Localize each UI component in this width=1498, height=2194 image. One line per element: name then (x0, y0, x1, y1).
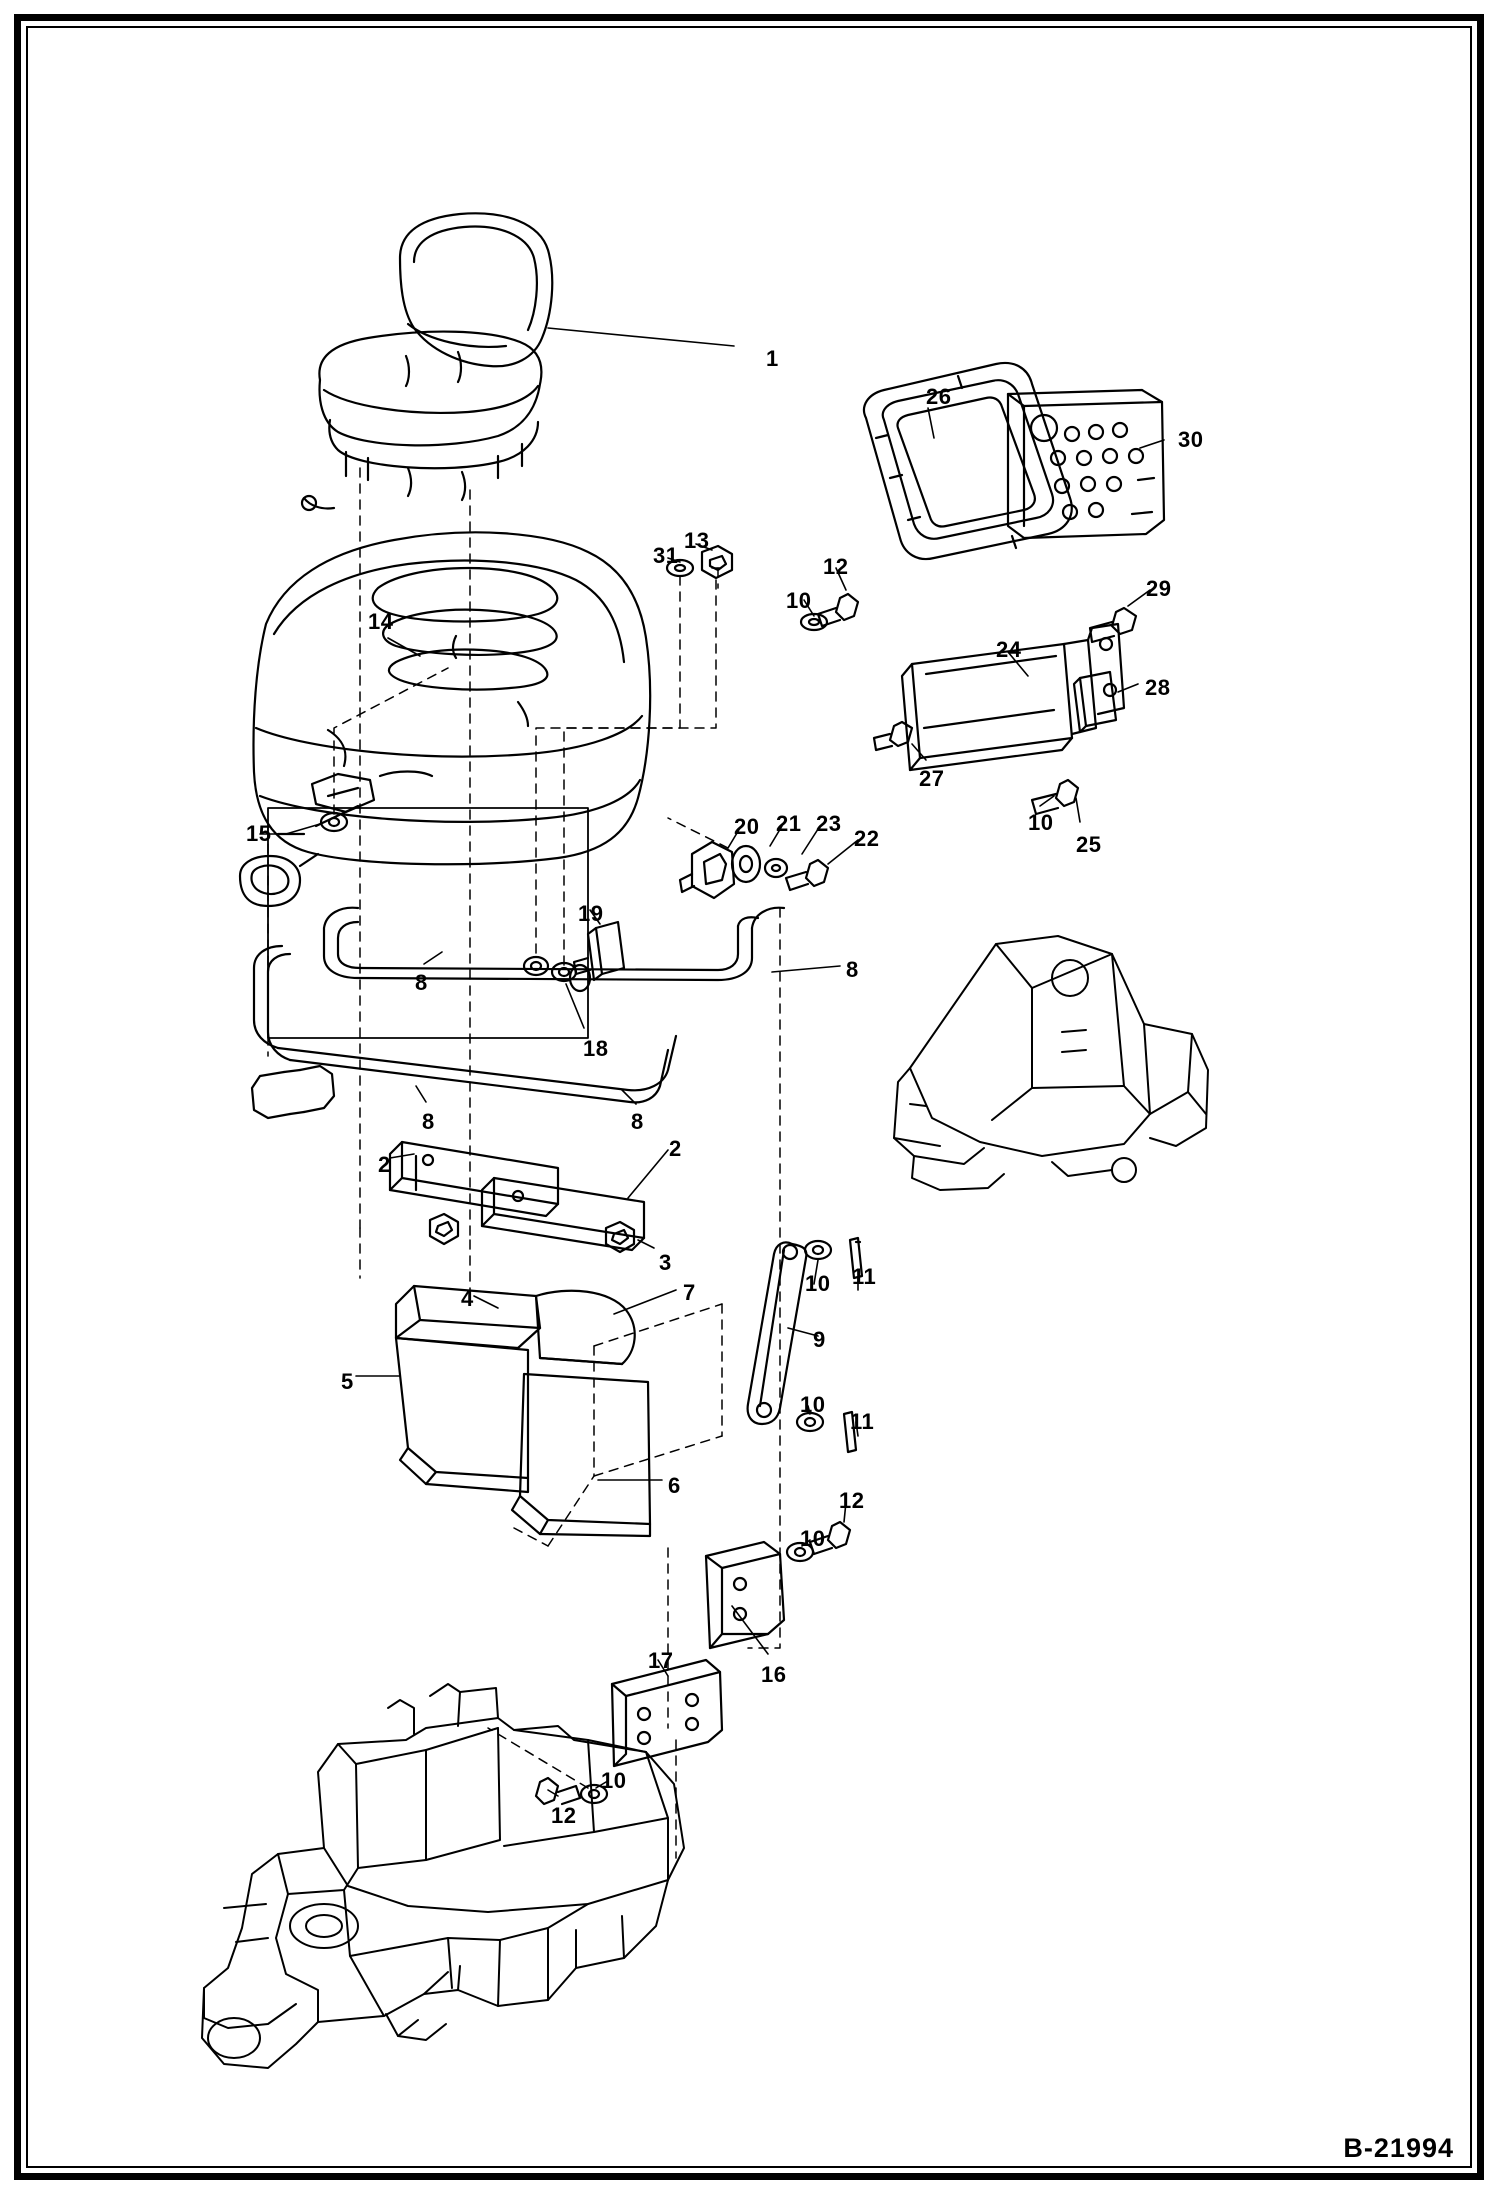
callout-10-f: 10 (601, 1768, 627, 1793)
part-2-rail-right (482, 1178, 644, 1250)
part-12-bolt-a (818, 594, 858, 626)
callout-31: 31 (653, 543, 679, 568)
figure-number: B-21994 (1343, 2133, 1454, 2163)
drawing-canvas (28, 28, 1470, 2166)
part-23-washer (765, 859, 787, 877)
callout-1: 1 (766, 346, 779, 371)
callout-5: 5 (341, 1369, 354, 1394)
callout-17: 17 (648, 1648, 674, 1673)
exploded-parts-artwork (28, 28, 1470, 2166)
callout-10-d: 10 (800, 1392, 826, 1417)
callout-2-b: 2 (669, 1136, 682, 1161)
callout-10-b: 10 (1028, 810, 1054, 835)
callout-27: 27 (919, 766, 945, 791)
part-19-bracket (574, 922, 624, 980)
callout-6: 6 (668, 1473, 681, 1498)
callout-18: 18 (583, 1036, 609, 1061)
callout-8-a: 8 (415, 970, 428, 995)
callout-8-d: 8 (631, 1109, 644, 1134)
callout-15: 15 (246, 821, 272, 846)
callout-2-a: 2 (378, 1152, 391, 1177)
callout-3: 3 (659, 1250, 672, 1275)
callout-10-c: 10 (805, 1271, 831, 1296)
part-15-grommet (240, 854, 318, 906)
callout-29: 29 (1146, 576, 1172, 601)
callout-11-b: 11 (850, 1409, 875, 1434)
callout-16: 16 (761, 1662, 787, 1687)
callout-26: 26 (926, 384, 952, 409)
part-20-latch (680, 842, 734, 898)
callout-21: 21 (776, 811, 802, 836)
part-12-bolt-c (536, 1778, 580, 1804)
part-30-panel (1008, 390, 1164, 538)
callout-10-a: 10 (786, 588, 812, 613)
callout-28: 28 (1145, 675, 1171, 700)
part-9-rod (748, 1242, 807, 1424)
callout-7: 7 (683, 1280, 696, 1305)
callout-14: 14 (368, 609, 394, 634)
callout-24: 24 (996, 637, 1022, 662)
part-8-bar-upper (324, 908, 784, 980)
callout-12-b: 12 (839, 1488, 865, 1513)
part-25-bolt (1032, 780, 1078, 814)
part-29-bolt (1090, 608, 1136, 642)
callout-30: 30 (1178, 427, 1204, 452)
part-seat (302, 213, 552, 510)
callout-12-a: 12 (823, 554, 849, 579)
part-16-bracket (706, 1542, 784, 1648)
callout-9: 9 (813, 1327, 826, 1352)
callout-20: 20 (734, 814, 760, 839)
callout-10-e: 10 (800, 1526, 826, 1551)
callout-13: 13 (684, 528, 710, 553)
machine-frame-lower (202, 1684, 684, 2068)
part-10-washer-b (805, 1241, 831, 1259)
part-3-nut-left (430, 1214, 458, 1244)
callout-22: 22 (854, 826, 880, 851)
part-8-bracket-left (252, 1066, 334, 1118)
part-21-bushing (732, 846, 760, 882)
part-hood (254, 532, 651, 864)
callout-19: 19 (578, 901, 604, 926)
callout-23: 23 (816, 811, 842, 836)
callout-12-c: 12 (551, 1803, 577, 1828)
callout-8-b: 8 (846, 957, 859, 982)
callout-4: 4 (461, 1286, 474, 1311)
part-5-panel (396, 1338, 528, 1492)
part-18-washers (524, 957, 590, 991)
detail-box (268, 808, 588, 1038)
callout-11-a: 11 (852, 1264, 877, 1289)
callout-25: 25 (1076, 832, 1102, 857)
callout-8-c: 8 (422, 1109, 435, 1134)
part-22-bolt (786, 860, 828, 890)
part-2-rail-left (390, 1142, 558, 1216)
part-7-panel (536, 1291, 635, 1364)
part-6-panel (512, 1374, 650, 1536)
machine-frame-upper-right (894, 936, 1208, 1190)
